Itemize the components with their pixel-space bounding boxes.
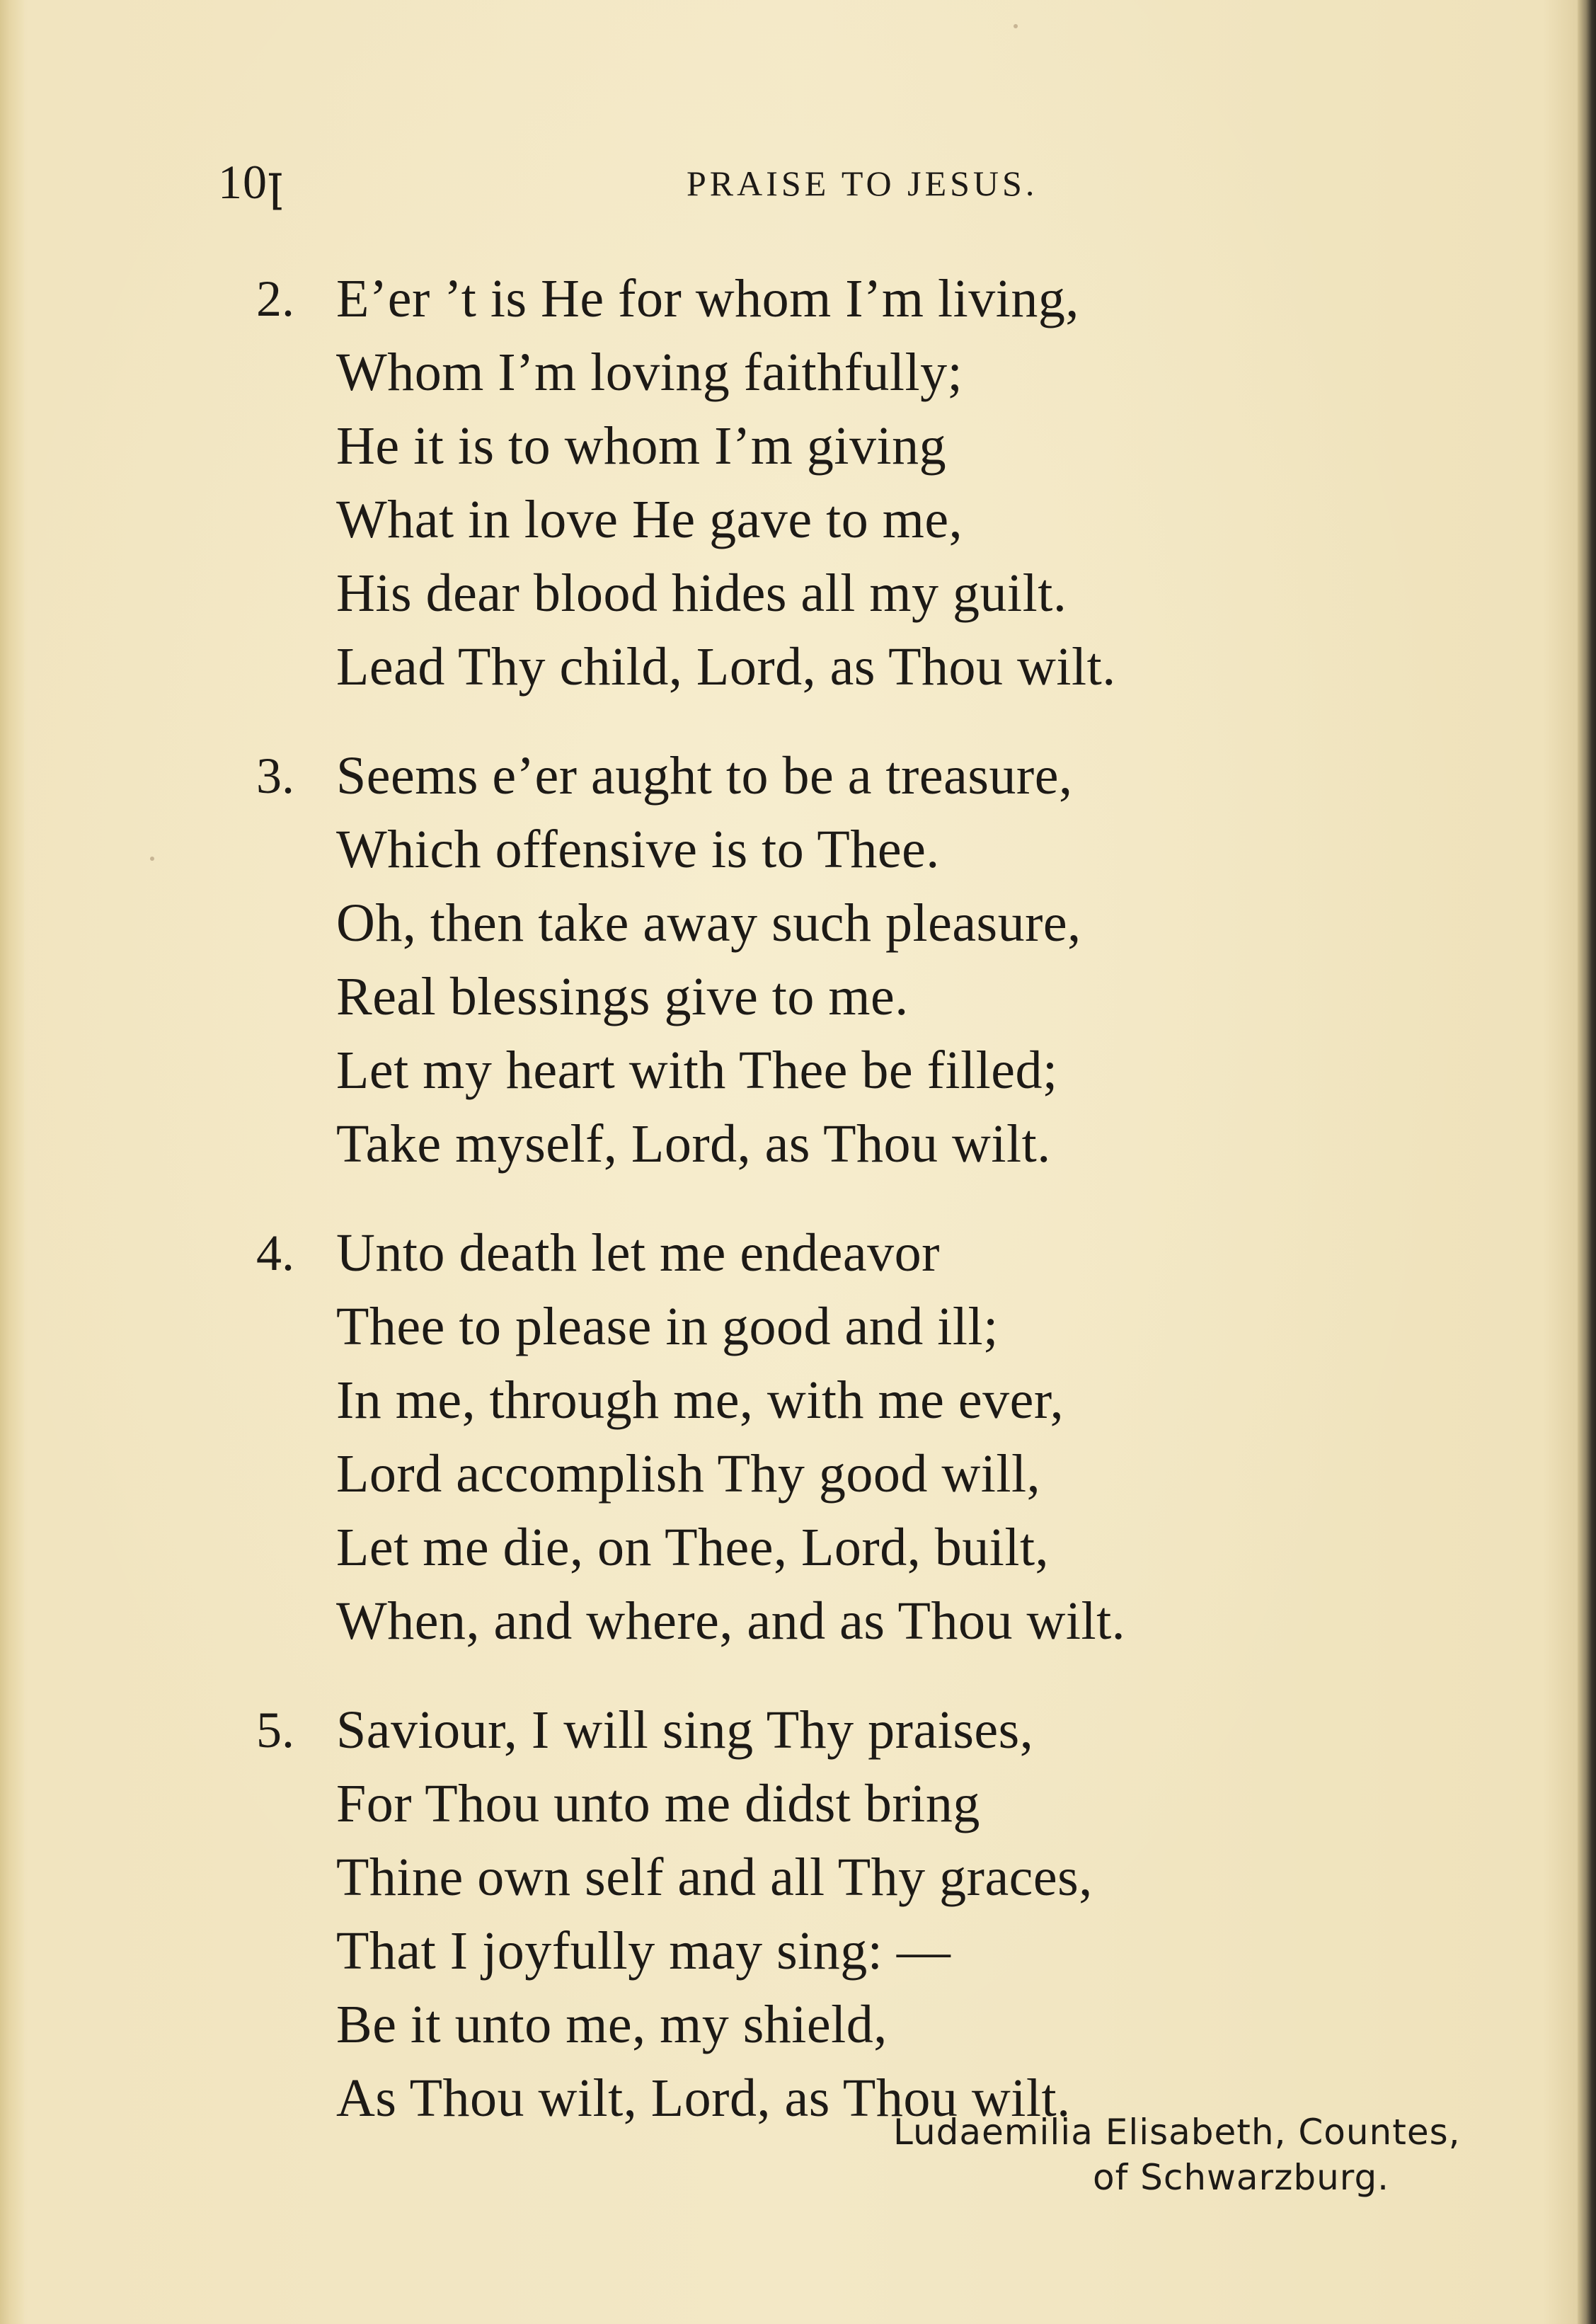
verse-line: He it is to whom I’m giving [336, 416, 947, 476]
verse-line: Let me die, on Thee, Lord, built, [336, 1518, 1050, 1577]
stanza-lines [336, 739, 1596, 1181]
verse-line: Lord accomplish Thy good will, [336, 1444, 1041, 1504]
verse-line: Whom I’m loving faithfully; [336, 343, 963, 402]
verse-line: Let my heart with Thee be filled; [336, 1041, 1058, 1100]
verse-line: Take myself, Lord, as Thou wilt. [336, 1114, 1051, 1174]
stanza-4 [0, 1216, 1596, 1658]
verse-line: For Thou unto me didst bring [336, 1774, 980, 1833]
paper-speck [150, 857, 154, 861]
verse-line: Thine own self and all Thy graces, [336, 1848, 1093, 1907]
attribution-place: of Schwarzburg. [1093, 2157, 1390, 2198]
stanza-number: 2. [256, 270, 294, 327]
verse-line: E’er ’t is He for whom I’m living, [336, 269, 1079, 328]
verse-line: Lead Thy child, Lord, as Thou wilt. [336, 637, 1116, 697]
author-attribution [893, 2110, 1461, 2200]
running-head [0, 154, 1596, 211]
verse-line: Real blessings give to me. [336, 967, 909, 1026]
verse-line: Thee to please in good and ill; [336, 1297, 999, 1356]
verse-line: Seems e’er aught to be a treasure, [336, 746, 1073, 806]
verse-line: That I joyfully may sing: — [336, 1921, 951, 1981]
stanza-number: 5. [256, 1702, 294, 1758]
hymn-verses [0, 262, 1596, 2170]
stanza-number: 4. [256, 1225, 294, 1281]
stanza-lines [336, 1693, 1596, 2135]
page-number: 10ꞁ [218, 155, 284, 209]
verse-line: Oh, then take away such pleasure, [336, 893, 1081, 953]
verse-line: When, and where, and as Thou wilt. [336, 1591, 1126, 1651]
verse-line: What in love He gave to me, [336, 490, 963, 549]
stanza-3 [0, 739, 1596, 1181]
verse-line: As Thou wilt, Lord, as Thou wilt. [336, 2068, 1071, 2128]
stanza-5 [0, 1693, 1596, 2135]
verse-line: In me, through me, with me ever, [336, 1370, 1064, 1430]
attribution-name: Ludaemilia Elisabeth, Countes, [893, 2112, 1461, 2153]
verse-line: His dear blood hides all my guilt. [336, 563, 1067, 623]
stanza-2 [0, 262, 1596, 704]
verse-line: Which offensive is to Thee. [336, 820, 940, 879]
stanza-lines [336, 1216, 1596, 1658]
stanza-number: 3. [256, 748, 294, 804]
verse-line: Unto death let me endeavor [336, 1223, 940, 1283]
stanza-lines [336, 262, 1596, 704]
verse-line: Be it unto me, my shield, [336, 1995, 888, 2054]
page-header-title: PRAISE TO JESUS. [687, 164, 1038, 203]
verse-line: Saviour, I will sing Thy praises, [336, 1700, 1034, 1760]
paper-speck [1014, 24, 1018, 28]
